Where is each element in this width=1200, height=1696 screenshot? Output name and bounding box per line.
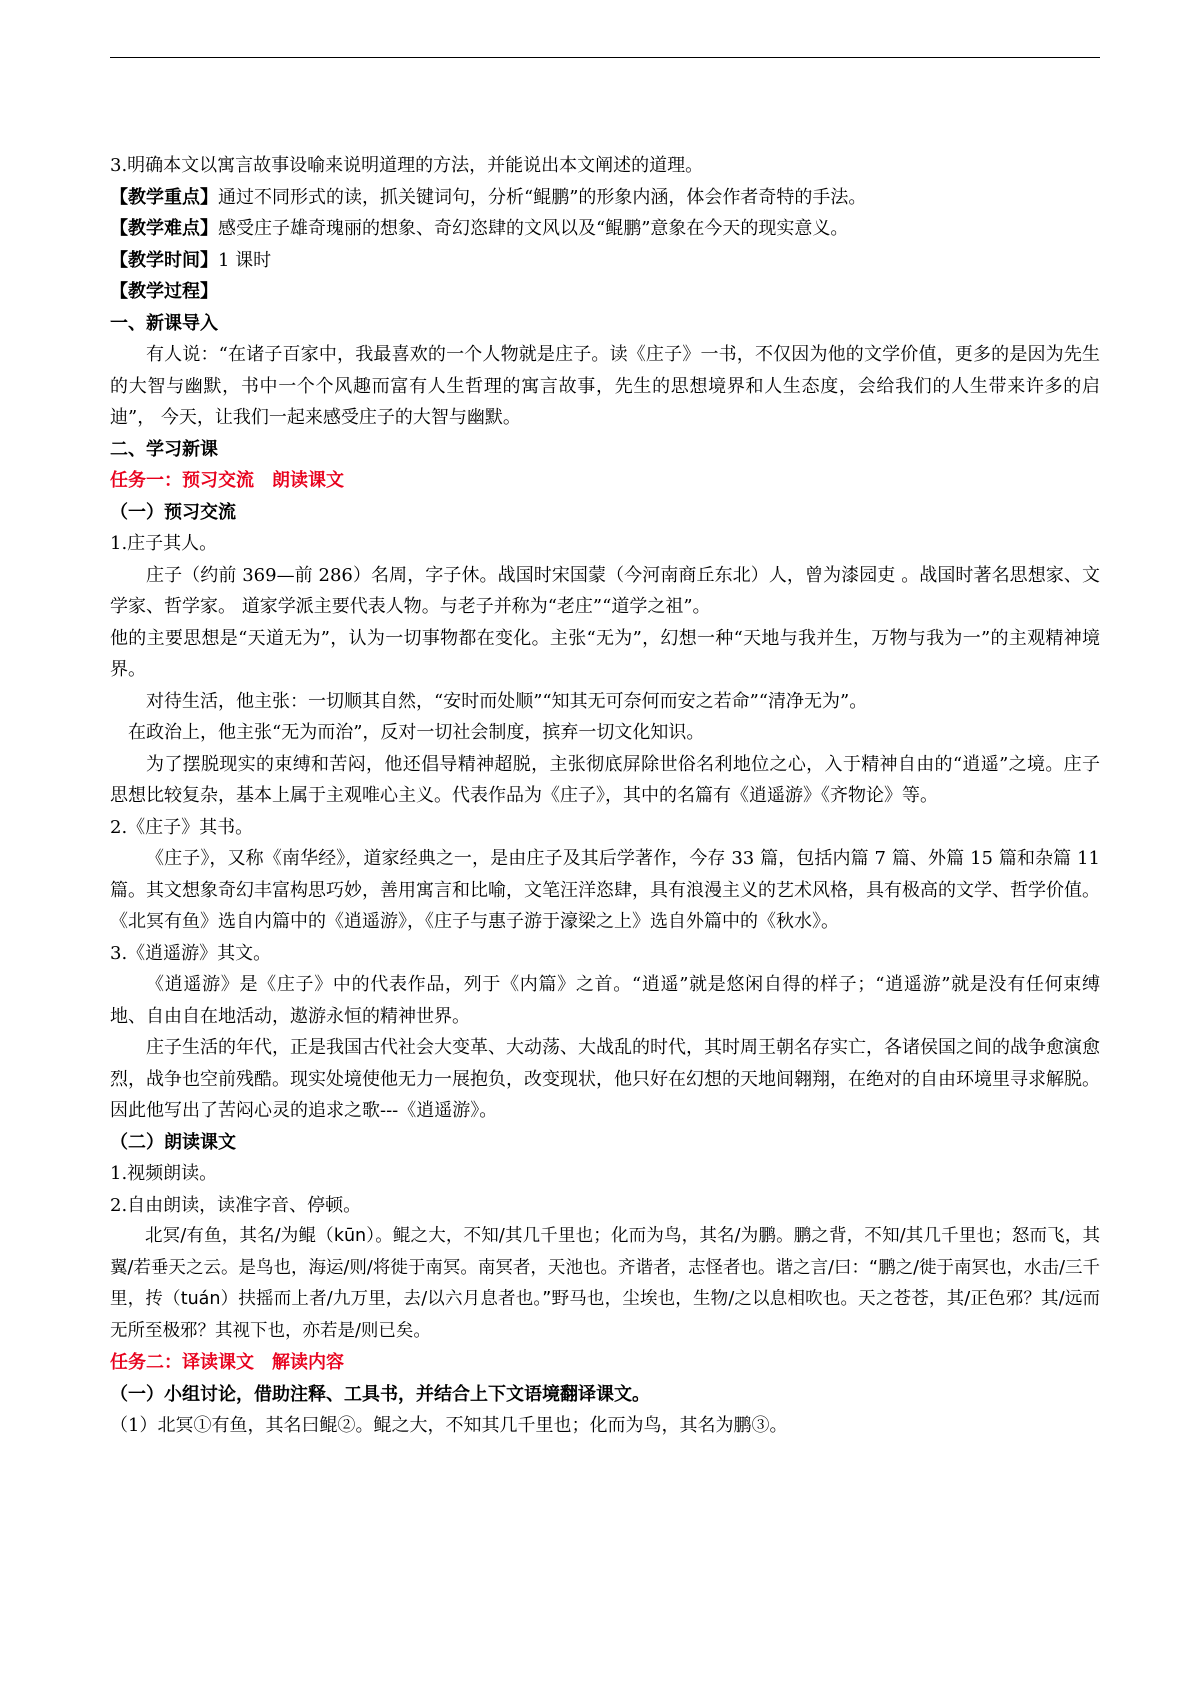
task-one-heading: 任务一：预习交流 朗读课文 <box>110 470 344 491</box>
time-label: 【教学时间】 <box>110 249 218 271</box>
difficulty-label: 【教学难点】 <box>110 218 218 239</box>
classical-text: 北冥/有鱼，其名/为鲲（kūn）。鲲之大，不知/其几千里也；化而为鸟，其名/为鹏。鹏之背，不知/其几千里也；怒而飞，其翼/若垂天之云。是鸟也，海运/则/将徙于南冥。南冥者，天池也。齐谐者，志怪者也。谐之言/曰：“鹏之/徙于南冥也，水击/三千里，抟（tuán）扶摇而上者/九万里，去/以六月息者也。”野马也，尘埃也，生物/之以息相吹也。天之苍苍，其/正色邪？其/远而无所至极邪？其视下也，亦若是/则已矣。 <box>110 1226 1100 1341</box>
key-point-label: 【教学重点】 <box>110 186 218 208</box>
process-heading: 【教学过程】 <box>110 281 218 302</box>
reading-video: 1.视频朗读。 <box>110 1163 218 1184</box>
teaching-key-point <box>110 182 1100 214</box>
paragraph-life: 对待生活，他主张：一切顺其自然，“安时而处顺”“知其无可奈何而安之若命”“清净无为”。 <box>146 690 868 712</box>
difficulty-text: 感受庄子雄奇瑰丽的想象、奇幻恣肆的文风以及“鲲鹏”意象在今天的现实意义。 <box>218 218 849 239</box>
paragraph-xiaoyaoyou: 《逍遥游》是《庄子》中的代表作品，列于《内篇》之首。“逍遥”就是悠闲自得的样子；“逍遥游”就是没有任何束缚地、自由自在地活动，遨游永恒的精神世界。 <box>110 974 1100 1027</box>
header-rule <box>110 57 1100 58</box>
item-xiaoyaoyou: 3.《逍遥游》其文。 <box>110 942 272 964</box>
paragraph-book: 《庄子》，又称《南华经》，道家经典之一，是由庄子及其后学著作，今存 33 篇，包括内篇 7 篇、外篇 15 篇和杂篇 11 篇。其文想象奇幻丰富构思巧妙，善用寓言和比喻，文笔汪洋恣肆，具有浪漫主义的艺术风格，具有极高的文学、哲学价值。《北冥有鱼》选自内篇中的《逍遥游》，《庄子与惠子游于濠梁之上》选自外篇中的《秋水》。 <box>110 848 1100 932</box>
intro-paragraph: 有人说：“在诸子百家中，我最喜欢的一个人物就是庄子。读《庄子》一书，不仅因为他的文学价值，更多的是因为先生的大智与幽默，书中一个个风趣而富有人生哲理的寓言故事，先生的思想境界和人生态度，会给我们的人生带来许多的启迪”， 今天，让我们一起来感受庄子的大智与幽默。 <box>110 344 1100 428</box>
objective-3: 3.明确本文以寓言故事设喻来说明道理的方法，并能说出本文阐述的道理。 <box>110 155 704 176</box>
paragraph-thought: 他的主要思想是“天道无为”，认为一切事物都在变化。主张“无为”，幻想一种“天地与我并生，万物与我为一”的主观精神境界。 <box>110 627 1100 680</box>
subheading-preview: （一）预习交流 <box>110 501 236 523</box>
paragraph-era: 庄子生活的年代，正是我国古代社会大变革、大动荡、大战乱的时代，其时周王朝名存实亡，各诸侯国之间的战争愈演愈烈，战争也空前残酷。现实处境使他无力一展抱负，改变现状，他只好在幻想的天地间翱翔，在绝对的自由环境里寻求解脱。因此他写出了苦闷心灵的追求之歌---《逍遥游》。 <box>110 1037 1100 1121</box>
item-zhuangzi-person: 1.庄子其人。 <box>110 533 218 554</box>
item-zhuangzi-book: 2.《庄子》其书。 <box>110 816 254 838</box>
section-heading-intro: 一、新课导入 <box>110 312 218 334</box>
teaching-difficulty <box>110 213 1100 245</box>
teaching-time <box>110 245 1100 277</box>
subheading-translation: （一）小组讨论，借助注释、工具书，并结合上下文语境翻译课文。 <box>110 1383 650 1405</box>
paragraph-bio: 庄子（约前 369—前 286）名周，字子休。战国时宋国蒙（今河南商丘东北）人，曾为漆园吏 。战国时著名思想家、文学家、哲学家。 道家学派主要代表人物。与老子并称为“老庄”“道学之祖”。 <box>110 564 1100 617</box>
subheading-reading: （二）朗读课文 <box>110 1131 236 1153</box>
section-heading-new-lesson: 二、学习新课 <box>110 438 218 460</box>
reading-free: 2.自由朗读，读准字音、停顿。 <box>110 1194 362 1216</box>
document-body <box>110 150 1100 1442</box>
task-two-heading: 任务二：译读课文 解读内容 <box>110 1352 344 1373</box>
translation-sentence-1: （1）北冥①有鱼，其名曰鲲②。鲲之大，不知其几千里也；化而为鸟，其名为鹏③。 <box>110 1415 788 1436</box>
paragraph-freedom: 为了摆脱现实的束缚和苦闷，他还倡导精神超脱，主张彻底屏除世俗名利地位之心，入于精神自由的“逍遥”之境。庄子思想比较复杂，基本上属于主观唯心主义。代表作品为《庄子》，其中的名篇有《逍遥游》《齐物论》等。 <box>110 753 1100 806</box>
time-text: 1 课时 <box>218 249 272 271</box>
key-point-text: 通过不同形式的读，抓关键词句，分析“鲲鹏”的形象内涵，体会作者奇特的手法。 <box>218 186 867 208</box>
paragraph-politics: 在政治上，他主张“无为而治”，反对一切社会制度，摈弃一切文化知识。 <box>128 722 705 743</box>
